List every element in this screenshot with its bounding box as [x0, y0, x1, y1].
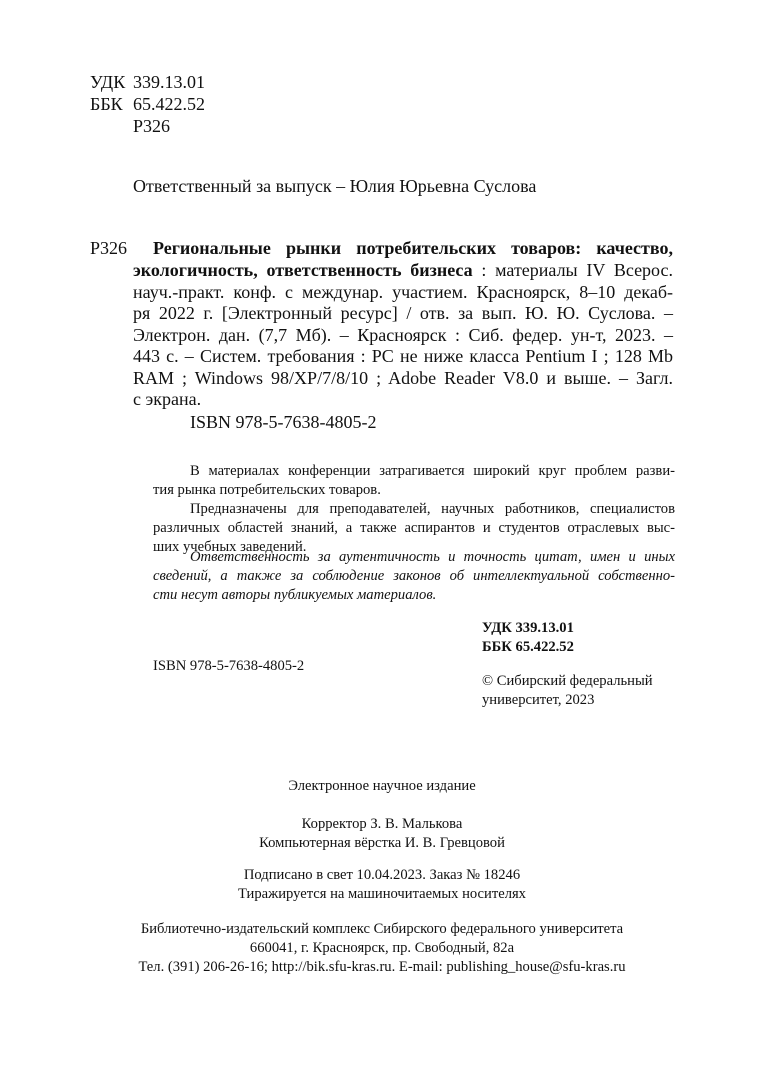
entry-body: экологичность, ответственность бизнеса : материалы IV Всерос. науч.-практ. конф. с междунар. участием. Красноярск, 8–10 декаб- ря 2022 г. [Электронный ресурс] / отв. за вып. Ю. Ю. Суслова. – Электрон. дан. (7,7 Мб). – Красноярск : Сиб. федер. ун-т, 2023. – 443 с. – Систем. требования : PC не ниже класса Pentium I ; 128 Mb RAM ; Windows 98/XP/7/8/10 ; Adobe Reader V8.0 и выше. – Загл. с экрана.	[133, 260, 673, 409]
bbk-label: ББК	[90, 94, 123, 114]
annotation-p2: Предназначены для преподавателей, научных работников, специалистов различных областей знаний, а также аспирантов и студентов отраслевых выс- ших учебных заведений.	[153, 501, 675, 555]
footer-bbk: ББК 65.422.52	[482, 639, 574, 655]
entry-title-part-1: Региональные рынки потребительских товаров: качество,	[153, 238, 673, 258]
footer-isbn: ISBN 978-5-7638-4805-2	[153, 658, 305, 674]
bbk-line	[90, 94, 205, 116]
bbk-code: 65.422.52	[133, 94, 205, 114]
udk-code: 339.13.01	[133, 72, 205, 92]
entry-line-0	[153, 238, 673, 260]
publisher-contacts: Тел. (391) 206-26-16; http://bik.sfu-kras.ru. E-mail: publishing_house@sfu-kras.ru	[138, 959, 626, 975]
edition-type: Электронное научное издание	[288, 778, 476, 794]
signed-date: Подписано в свет 10.04.2023. Заказ № 18246	[243, 867, 521, 883]
footer-udk: УДК 339.13.01	[482, 620, 574, 636]
replication-note: Тиражируется на машиночитаемых носителях	[238, 886, 526, 902]
publisher-address: 660041, г. Красноярск, пр. Свободный, 82а	[249, 940, 515, 956]
responsible-line: Ответственный за выпуск – Юлия Юрьевна Суслова	[133, 176, 537, 196]
copyright-line-2: университет, 2023	[482, 692, 595, 708]
entry-isbn: ISBN 978-5-7638-4805-2	[190, 412, 377, 432]
entry-mark: Р326	[90, 238, 128, 258]
layout-credit: Компьютерная вёрстка И. В. Гревцовой	[259, 835, 505, 851]
publisher-name: Библиотечно-издательский комплекс Сибирского федерального университета	[140, 921, 624, 937]
annotation-p1: В материалах конференции затрагивается широкий круг проблем разви- тия рынка потребительских товаров.	[153, 463, 675, 498]
entry-title-part-2: экологичность, ответственность бизнеса	[133, 260, 473, 280]
corrector: Корректор З. В. Малькова	[301, 816, 463, 832]
udk-line	[90, 72, 205, 94]
udk-label: УДК	[90, 72, 126, 92]
copyright-line-1: © Сибирский федеральный	[482, 673, 653, 689]
author-mark: Р326	[133, 116, 171, 136]
annotation-p3: Ответственность за аутентичность и точность цитат, имен и иных сведений, а также за соблюдение законов об интеллектуальной собственно- сти несут авторы публикуемых материалов.	[153, 549, 675, 603]
